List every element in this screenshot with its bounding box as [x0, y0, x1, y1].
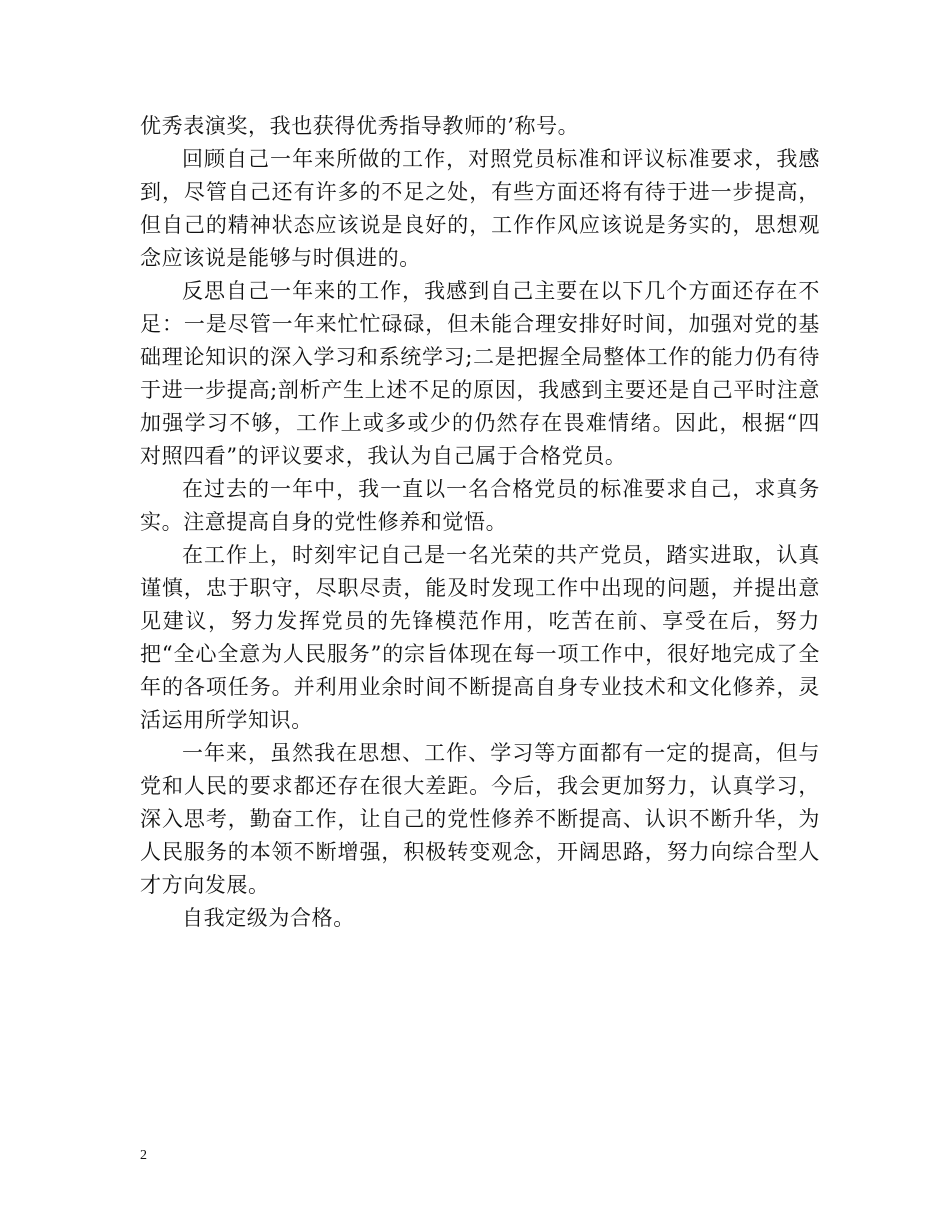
paragraph-past-year: 在过去的一年中，我一直以一名合格党员的标准要求自己，求真务实。注意提高自身的党性修养和觉悟。	[140, 477, 820, 534]
paragraph-self-rating: 自我定级为合格。	[182, 906, 355, 930]
paragraph-review: 回顾自己一年来所做的工作，对照党员标准和评议标准要求，我感到，尽管自己还有许多的不足之处，有些方面还将有待于进一步提高，但自己的精神状态应该说是良好的，工作作风应该说是务实的，思想观念应该说是能够与时俱进的。	[140, 147, 820, 270]
page-number: 2	[140, 1148, 147, 1163]
paragraph-work: 在工作上，时刻牢记自己是一名光荣的共产党员，踏实进取，认真谨慎，忠于职守，尽职尽责，能及时发现工作中出现的问题，并提出意见建议，努力发挥党员的先锋模范作用，吃苦在前、享受在后，努力把“全心全意为人民服务”的宗旨体现在每一项工作中，很好地完成了全年的各项任务。并利用业余时间不断提高自身专业技术和文化修养，灵活运用所学知识。	[140, 543, 820, 732]
paragraph-future: 一年来，虽然我在思想、工作、学习等方面都有一定的提高，但与党和人民的要求都还存在很大差距。今后，我会更加努力，认真学习，深入思考，勤奋工作，让自己的党性修养不断提高、认识不断升华，为人民服务的本领不断增强，积极转变观念，开阔思路，努力向综合型人才方向发展。	[140, 741, 820, 897]
paragraph-continuation: 优秀表演奖，我也获得优秀指导教师的’称号。	[140, 114, 580, 138]
document-body	[140, 110, 820, 935]
paragraph-reflection: 反思自己一年来的工作，我感到自己主要在以下几个方面还存在不足：一是尽管一年来忙忙碌碌，但未能合理安排好时间，加强对党的基础理论知识的深入学习和系统学习;二是把握全局整体工作的能力仍有待于进一步提高;剖析产生上述不足的原因，我感到主要还是自己平时注意加强学习不够，工作上或多或少的仍然存在畏难情绪。因此，根据“四对照四看”的评议要求，我认为自己属于合格党员。	[140, 279, 820, 468]
